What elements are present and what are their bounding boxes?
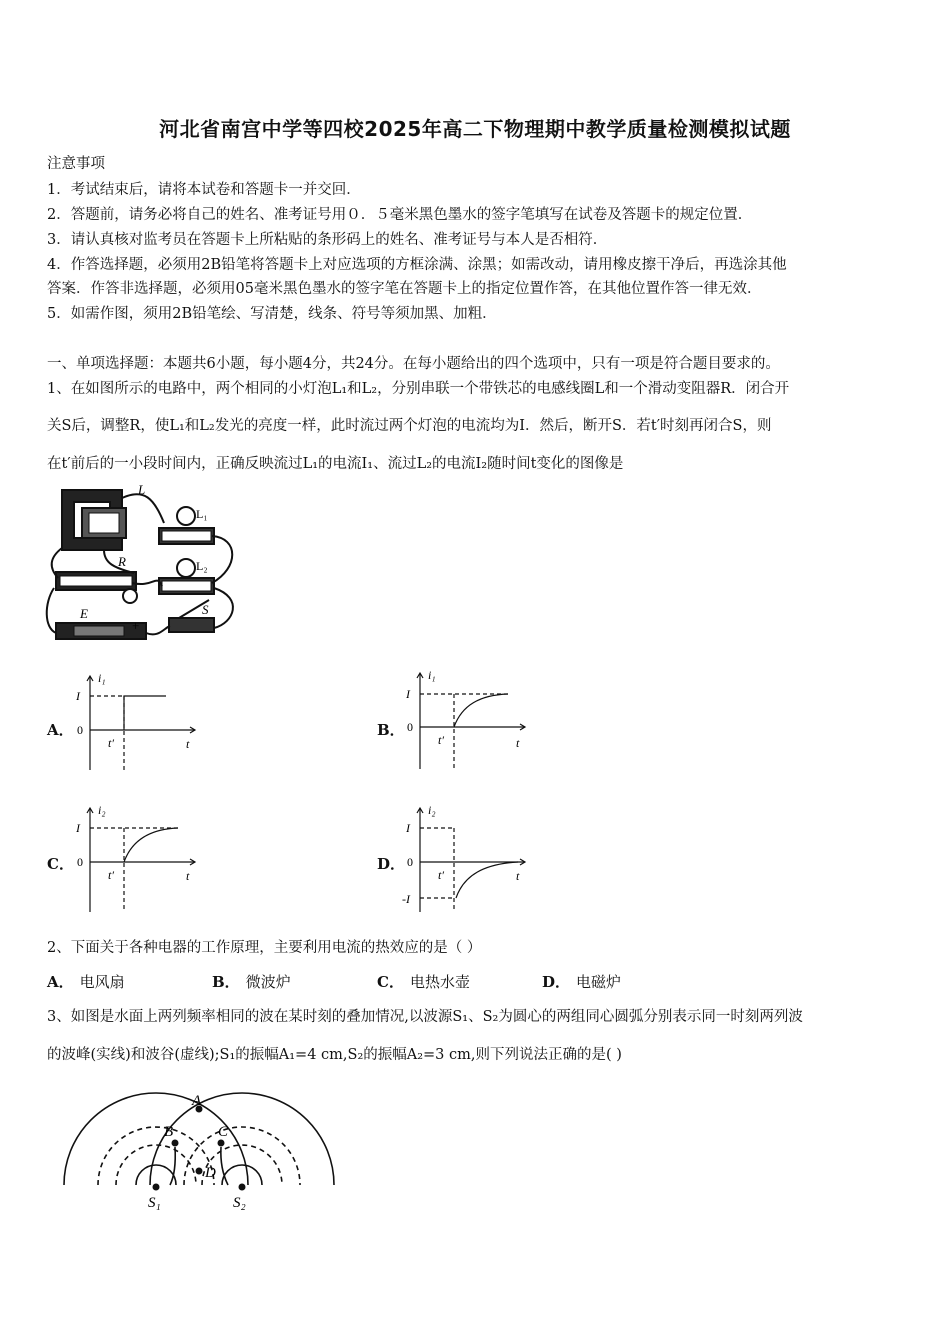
page-title: 河北省南宫中学等四校2025年高二下物理期中教学质量检测模拟试题 xyxy=(159,117,791,141)
option-key: A． xyxy=(47,973,74,991)
question-1-line: 1、在如图所示的电路中，两个相同的小灯泡L₁和L₂，分别串联一个带铁芯的电感线圈L和一个滑动变阻器R．闭合开 xyxy=(47,381,790,397)
label-R: R xyxy=(118,554,126,569)
question-2-option-C xyxy=(377,971,470,992)
tick-zero: 0 xyxy=(77,855,83,869)
label-C: C xyxy=(218,1124,229,1140)
point-C xyxy=(218,1140,225,1147)
axis-t: t xyxy=(186,737,190,751)
option-text: 电磁炉 xyxy=(576,973,622,991)
point-S1 xyxy=(153,1184,160,1191)
option-C-label: C． xyxy=(47,855,74,873)
question-2-stem: 2、下面关于各种电器的工作原理，主要利用电流的热效应的是（ ） xyxy=(47,940,482,956)
label-S2: S₂ xyxy=(233,1195,246,1211)
note-item: 答案．作答非选择题，必须用05毫米黑色墨水的签字笔在答题卡上的指定位置作答，在其他位置作答一律无效． xyxy=(47,281,762,297)
note-item: 3．请认真核对监考员在答题卡上所粘贴的条形码上的姓名、准考证号与本人是否相符． xyxy=(47,232,608,248)
option-key: C． xyxy=(377,973,404,991)
section-heading: 一、单项选择题：本题共6小题，每小题4分，共24分。在每小题给出的四个选项中，只有一项是符合题目要求的。 xyxy=(47,356,780,372)
label-plus: + xyxy=(132,618,140,633)
axis-label: i₁ xyxy=(428,668,436,682)
option-key: B． xyxy=(212,973,240,991)
question-2-option-B xyxy=(212,971,291,992)
question-2-option-D xyxy=(542,971,621,992)
axis-t: t xyxy=(516,736,520,750)
option-text: 电热水壶 xyxy=(409,973,470,991)
label-A: A xyxy=(192,1093,202,1109)
note-item: 2．答题前，请务必将自己的姓名、准考证号用０．５毫米黑色墨水的签字笔填写在试卷及答题卡的规定位置． xyxy=(47,207,753,223)
label-S: S xyxy=(202,602,209,617)
tick-I: I xyxy=(406,687,410,701)
tick-I: I xyxy=(76,689,80,703)
tick-zero: 0 xyxy=(407,855,413,869)
option-key: D． xyxy=(542,973,571,991)
axis-label: i₂ xyxy=(428,803,436,817)
option-text: 电风扇 xyxy=(79,973,125,991)
point-B xyxy=(172,1140,179,1147)
label-L: L xyxy=(138,482,146,497)
question-1-line: 关S后，调整R，使L₁和L₂发光的亮度一样，此时流过两个灯泡的电流均为I．然后，断开S．若t′时刻再闭合S，则 xyxy=(47,418,772,434)
label-L2: L₂ xyxy=(196,559,208,573)
graph-C xyxy=(70,800,210,916)
question-3-line: 的波峰(实线)和波谷(虚线);S₁的振幅A₁=4 cm,S₂的振幅A₂=3 cm,则下列说法正确的是( ) xyxy=(47,1047,622,1063)
axis-t: t xyxy=(186,869,190,883)
notes-heading: 注意事项 xyxy=(47,156,105,172)
label-B: B xyxy=(164,1124,174,1140)
axis-t: t xyxy=(516,869,520,883)
option-D-label: D． xyxy=(377,855,406,873)
axis-label: i₂ xyxy=(98,803,106,817)
circuit-figure xyxy=(44,478,244,650)
label-L1: L₁ xyxy=(196,507,208,521)
tick-zero: 0 xyxy=(407,720,413,734)
note-item: 4．作答选择题，必须用2B铅笔将答题卡上对应选项的方框涂满、涂黑；如需改动，请用橡皮擦干净后，再选涂其他 xyxy=(47,257,787,273)
option-A-label: A． xyxy=(47,721,74,739)
question-2-option-A xyxy=(47,971,125,992)
tick-tprime: t′ xyxy=(438,733,444,747)
option-text: 微波炉 xyxy=(245,973,291,991)
tick-I: I xyxy=(76,821,80,835)
label-E: E xyxy=(80,606,88,621)
option-B-label: B． xyxy=(377,721,405,739)
tick-negI: -I xyxy=(402,892,410,906)
axis-label: i₁ xyxy=(98,671,106,685)
tick-tprime: t′ xyxy=(108,736,114,750)
tick-I: I xyxy=(406,821,410,835)
wave-interference-figure xyxy=(58,1085,338,1215)
tick-tprime: t′ xyxy=(438,868,444,882)
tick-tprime: t′ xyxy=(108,868,114,882)
graph-B xyxy=(400,665,540,773)
label-D: D xyxy=(205,1165,216,1181)
tick-zero: 0 xyxy=(77,723,83,737)
question-3-line: 3、如图是水面上两列频率相同的波在某时刻的叠加情况,以波源S₁、S₂为圆心的两组同心圆弧分别表示同一时刻两列波 xyxy=(47,1009,803,1025)
note-item: 5．如需作图，须用2B铅笔绘、写清楚，线条、符号等须加黑、加粗． xyxy=(47,306,497,322)
graph-D xyxy=(400,800,540,916)
point-D xyxy=(196,1168,203,1175)
point-S2 xyxy=(239,1184,246,1191)
question-1-line: 在t′前后的一小段时间内，正确反映流过L₁的电流I₁、流过L₂的电流I₂随时间t变化的图像是 xyxy=(47,456,624,472)
graph-A xyxy=(70,668,210,776)
note-item: 1．考试结束后，请将本试卷和答题卡一并交回． xyxy=(47,182,361,198)
label-S1: S₁ xyxy=(148,1195,161,1211)
